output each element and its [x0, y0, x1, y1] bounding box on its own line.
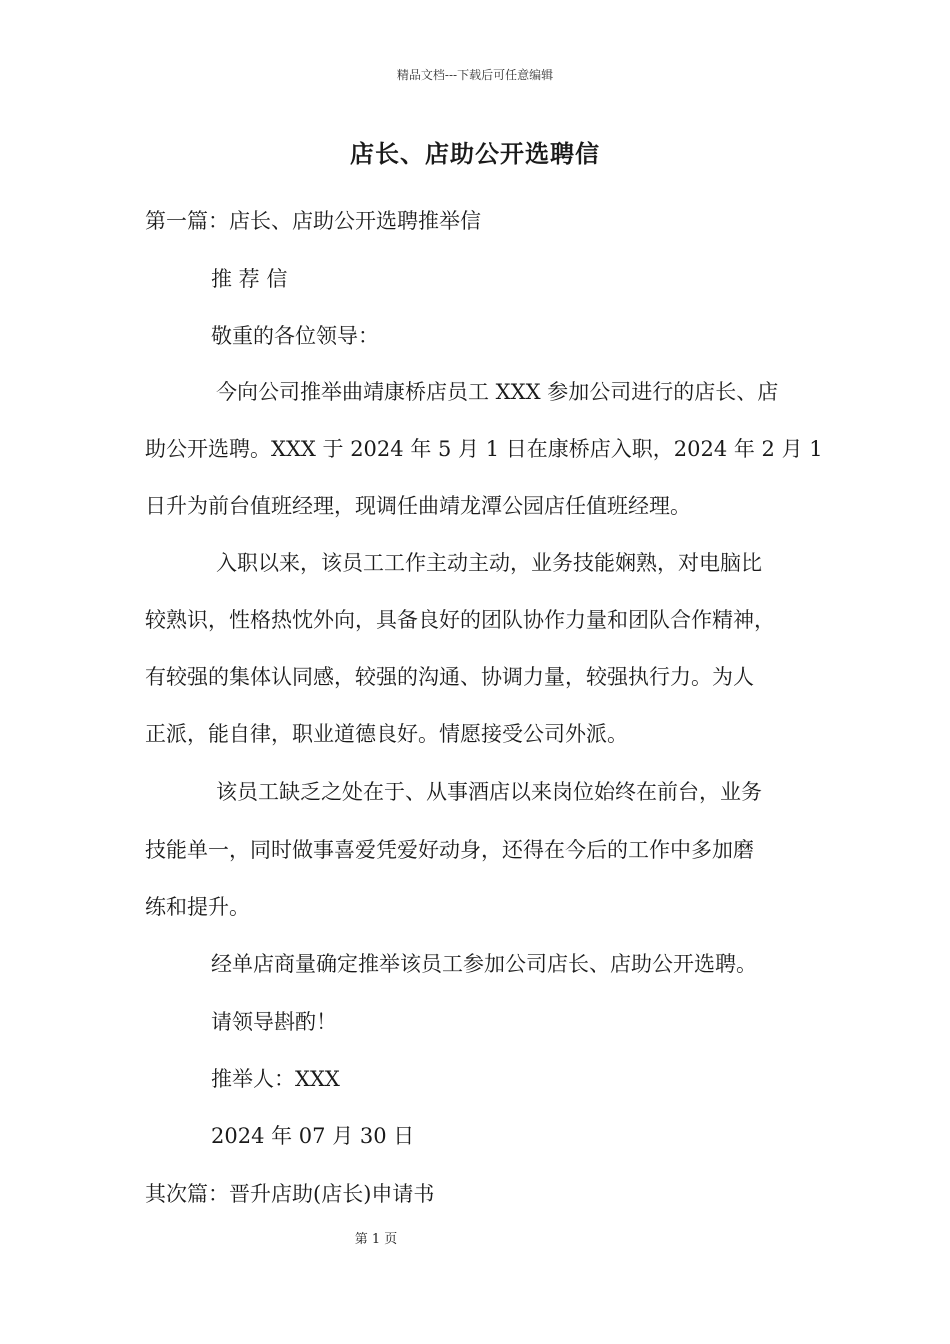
paragraph-line: 技能单一，同时做事喜爱凭爱好动身，还得在今后的工作中多加磨	[145, 838, 754, 862]
paragraph-line: 该员工缺乏之处在于、从事酒店以来岗位始终在前台，业务	[216, 780, 762, 804]
letter-date: 2024 年 07 月 30 日	[211, 1124, 415, 1148]
paragraph-line: 助公开选聘。XXX 于 2024 年 5 月 1 日在康桥店入职，2024 年 2 月 1	[145, 437, 823, 461]
paragraph-line: 较熟识，性格热忱外向，具备良好的团队协作力量和团队合作精神，	[145, 608, 775, 632]
page-header-note: 精品文档---下载后可任意编辑	[396, 68, 554, 82]
paragraph-line: 日升为前台值班经理，现调任曲靖龙潭公园店任值班经理。	[145, 494, 691, 518]
section-heading-2: 其次篇：晋升店助(店长)申请书	[145, 1182, 435, 1206]
section-heading-1: 第一篇：店长、店助公开选聘推举信	[145, 209, 481, 233]
letter-label: 推 荐 信	[211, 267, 288, 291]
paragraph-line: 有较强的集体认同感，较强的沟通、协调力量，较强执行力。为人	[145, 665, 754, 689]
paragraph-line: 正派，能自律，职业道德良好。情愿接受公司外派。	[145, 722, 628, 746]
recommender: 推举人：XXX	[211, 1067, 340, 1091]
paragraph-line: 入职以来，该员工工作主动主动，业务技能娴熟，对电脑比	[216, 551, 762, 575]
document-title: 店长、店助公开选聘信	[350, 139, 600, 168]
paragraph-line: 练和提升。	[145, 895, 250, 919]
paragraph-5: 请领导斟酌！	[211, 1010, 337, 1034]
page-number: 第 1 页	[354, 1232, 398, 1247]
paragraph-4: 经单店商量确定推举该员工参加公司店长、店助公开选聘。	[211, 952, 757, 976]
salutation: 敬重的各位领导：	[211, 324, 379, 348]
paragraph-line: 今向公司推举曲靖康桥店员工 XXX 参加公司进行的店长、店	[216, 380, 779, 404]
